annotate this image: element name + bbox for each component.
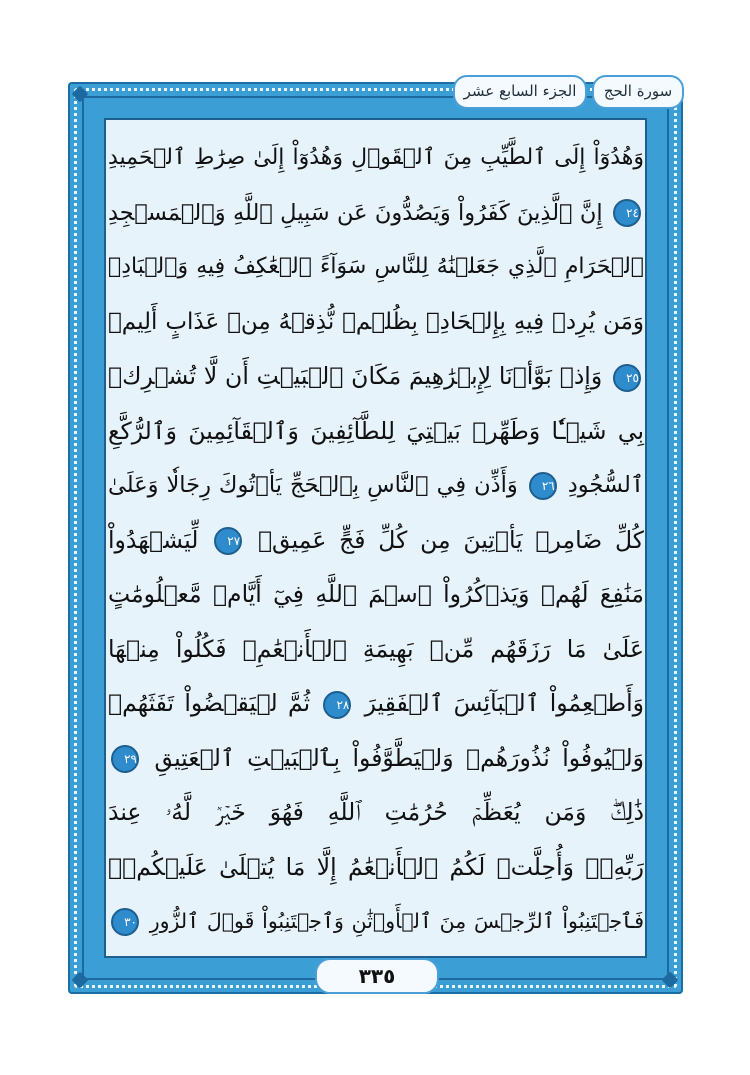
ayah-number-icon: ٢٦ <box>529 472 557 500</box>
text-line <box>108 790 644 834</box>
verse-text: ٱلۡحَرَامِ ٱلَّذِي جَعَلۡنَٰهُ لِلنَّاسِ سَوَآءً ٱلۡعَٰكِفُ فِيهِ وَٱلۡبَادِۚ <box>108 254 644 279</box>
text-line <box>108 136 644 180</box>
verse-text: عَلَىٰ مَا رَزَقَهُم مِّنۢ بَهِيمَةِ ٱلۡأَنۡعَٰمِۖ فَكُلُواْ مِنۡهَا <box>108 634 644 663</box>
surah-header: سورة الحج <box>592 75 684 109</box>
verse-text: لِّيَشۡهَدُواْ <box>108 525 199 554</box>
verse-text: وَأَطۡعِمُواْ ٱلۡبَآئِسَ ٱلۡفَقِيرَ <box>364 689 644 717</box>
verse-text: وَهُدُوٓاْ إِلَى ٱلطَّيِّبِ مِنَ ٱلۡقَوۡلِ وَهُدُوٓاْ إِلَىٰ صِرَٰطِ ٱلۡحَمِيدِ <box>108 145 644 170</box>
quran-text-area <box>108 126 644 946</box>
ayah-number-icon: ٢٨ <box>323 691 351 719</box>
verse-text: ذَٰلِكَۖ وَمَن يُعَظِّمۡ حُرُمَٰتِ ٱللَّهِ فَهُوَ خَيۡرٞ لَّهُۥ عِندَ <box>108 798 644 826</box>
verse-text: كُلِّ ضَامِرٖ يَأۡتِينَ مِن كُلِّ فَجٍّ عَمِيقٖ <box>257 525 644 554</box>
verse-text: وَإِذۡ بَوَّأۡنَا لِإِبۡرَٰهِيمَ مَكَانَ ٱلۡبَيۡتِ أَن لَّا تُشۡرِكۡ <box>108 362 603 390</box>
text-line <box>108 354 644 398</box>
text-line <box>108 899 644 943</box>
text-line <box>108 681 644 725</box>
ayah-number-icon: ٣٠ <box>111 908 139 936</box>
verse-text: ٱلسُّجُودِ <box>567 472 645 498</box>
ayah-number-icon: ٢٩ <box>111 745 139 773</box>
text-line <box>108 627 644 671</box>
verse-text: فَٱجۡتَنِبُواْ ٱلرِّجۡسَ مِنَ ٱلۡأَوۡثَٰنِ وَٱجۡتَنِبُواْ قَوۡلَ ٱلزُّورِ <box>149 909 644 933</box>
text-line <box>108 245 644 289</box>
verse-text: وَأَذِّن فِي ٱلنَّاسِ بِٱلۡحَجِّ يَأۡتُوكَ رِجَالٗا وَعَلَىٰ <box>108 472 518 498</box>
verse-text: إِنَّ ٱلَّذِينَ كَفَرُواْ وَيَصُدُّونَ عَن سَبِيلِ ٱللَّهِ وَٱلۡمَسۡجِدِ <box>108 199 603 226</box>
text-line <box>108 463 644 507</box>
verse-text: مَنَٰفِعَ لَهُمۡ وَيَذۡكُرُواْ ٱسۡمَ ٱللَّهِ فِيٓ أَيَّامٖ مَّعۡلُومَٰتٍ <box>108 580 644 608</box>
text-line <box>108 409 644 453</box>
ayah-number-icon: ٢٥ <box>613 364 641 392</box>
text-line <box>108 845 644 889</box>
text-line <box>108 572 644 616</box>
page-number: ٣٣٥ <box>315 958 439 994</box>
text-line <box>108 191 644 235</box>
text-line <box>108 300 644 344</box>
verse-text: رَبِّهِۦۗ وَأُحِلَّتۡ لَكُمُ ٱلۡأَنۡعَٰمُ إِلَّا مَا يُتۡلَىٰ عَلَيۡكُمۡۖ <box>108 852 644 881</box>
verse-text: ثُمَّ لۡيَقۡضُواْ تَفَثَهُمۡ <box>108 689 311 717</box>
verse-text: بِي شَيۡـٔٗا وَطَهِّرۡ بَيۡتِيَ لِلطَّآئِفِينَ وَٱلۡقَآئِمِينَ وَٱلرُّكَّعِ <box>108 416 644 445</box>
text-line <box>108 518 644 562</box>
verse-text: وَلۡيُوفُواْ نُذُورَهُمۡ وَلۡيَطَّوَّفُواْ بِٱلۡبَيۡتِ ٱلۡعَتِيقِ <box>154 743 644 772</box>
ayah-number-icon: ٢٤ <box>613 199 641 227</box>
ayah-number-icon: ٢٧ <box>214 527 242 555</box>
verse-text: وَمَن يُرِدۡ فِيهِ بِإِلۡحَادِۭ بِظُلۡمٖ نُّذِقۡهُ مِنۡ عَذَابٍ أَلِيمٖ <box>108 308 644 335</box>
juz-header: الجزء السابع عشر <box>453 75 587 109</box>
text-line <box>108 736 644 780</box>
